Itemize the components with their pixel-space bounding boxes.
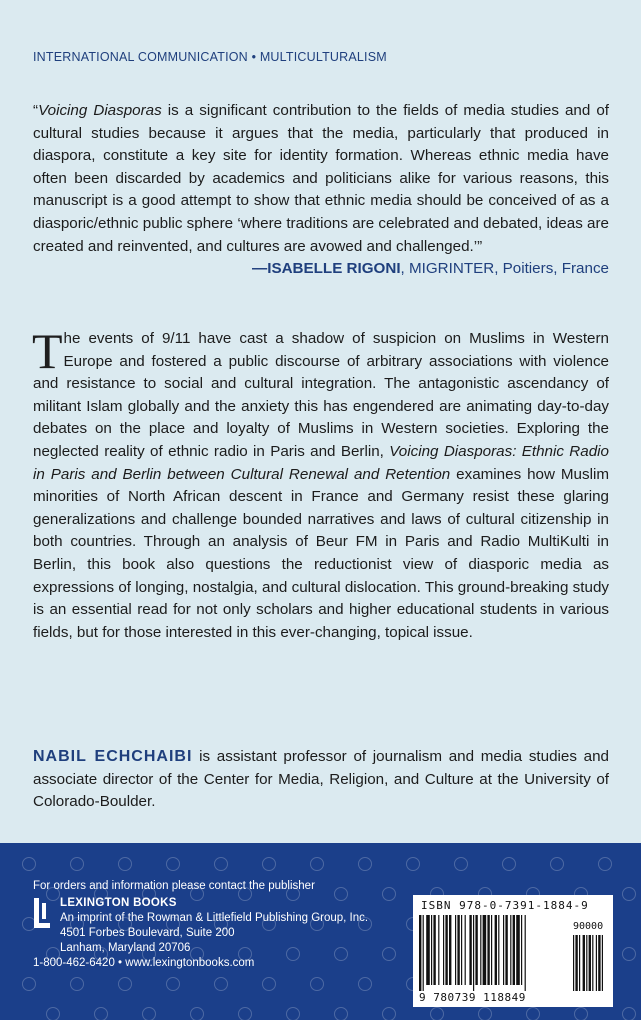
decorative-circle <box>382 887 396 901</box>
publisher-contact <box>33 879 368 971</box>
barcode-bar <box>423 915 424 991</box>
decorative-circle <box>214 977 228 991</box>
barcode-bar <box>469 915 471 985</box>
author-bio-text: is assistant professor of journalism and media studies and associate director of the Center for Media, Religion, and Culture at the University of Colorado-Boulder. <box>33 748 609 811</box>
quote-book-title: Voicing Diasporas <box>38 102 162 119</box>
barcode-bars <box>419 915 569 991</box>
barcode-bar <box>505 915 507 985</box>
decorative-circle <box>382 947 396 961</box>
decorative-circle <box>46 1007 60 1020</box>
lexington-logo-icon <box>33 897 51 931</box>
decorative-circle <box>286 1007 300 1020</box>
decorative-circle <box>622 1007 636 1020</box>
decorative-circle <box>214 857 228 871</box>
decorative-circle <box>526 1007 540 1020</box>
description-part2: examines how Muslim minorities of North African descent in France and Germany resist these glaring generalizations and challenge bounded narratives and laws of cultural citizenship in both countries. Through an analysis of Beur FM in Paris and Radio MultiKulti in Berlin, this book also questions the reductionist view of diasporic media as expressions of longing, nostalgia, and cultural dislocation. This ground-breaking study is an essential read for not only scholars and higher educational students in various fields, but for those interested in this ever-changing, topical issue. <box>33 465 609 641</box>
barcode-bar <box>521 915 522 985</box>
decorative-circle <box>598 857 612 871</box>
decorative-circle <box>430 1007 444 1020</box>
category-header: INTERNATIONAL COMMUNICATION • MULTICULTURALISM <box>33 50 387 64</box>
decorative-circle <box>358 857 372 871</box>
price-barcode-bar <box>602 935 603 991</box>
quote-attribution-affiliation: , MIGRINTER, Poitiers, France <box>400 260 609 278</box>
price-barcode-bar <box>573 935 574 991</box>
barcode-bar <box>525 915 526 991</box>
barcode-digits: 9 780739 118849 <box>419 991 526 1004</box>
decorative-circle <box>142 1007 156 1020</box>
barcode-bar <box>516 915 520 985</box>
barcode-bar <box>483 915 487 985</box>
price-barcode-bar <box>596 935 597 991</box>
decorative-circle <box>502 857 516 871</box>
decorative-circle <box>550 857 564 871</box>
barcode-bar <box>433 915 435 985</box>
author-bio <box>33 746 609 814</box>
decorative-circle <box>118 857 132 871</box>
decorative-circle <box>262 857 276 871</box>
decorative-circle <box>70 977 84 991</box>
price-barcode-bar <box>592 935 593 991</box>
decorative-circle <box>622 947 636 961</box>
description-part1: he events of 9/11 have cast a shadow of suspicion on Muslims in Western Europe and fostered a public discourse of arbitrary associations with violence and resistance to social and cultural integration. The antagonistic ascendancy of militant Islam globally and the anxiety this has engendered are animating day-to-day debates on the place and loyalty of Muslims in Western societies. Exploring the neglected reality of ethnic radio in Paris and Berlin, <box>33 330 609 460</box>
barcode-bar <box>438 915 439 985</box>
price-code: 90000 <box>573 921 604 932</box>
publisher-imprint: An imprint of the Rowman & Littlefield Publishing Group, Inc. <box>60 912 369 924</box>
price-barcode-bar <box>589 935 591 991</box>
barcode-bar <box>461 915 462 985</box>
price-barcode-bar <box>586 935 587 991</box>
author-name: NABIL ECHCHAIBI <box>33 748 193 765</box>
barcode-bar <box>475 915 477 985</box>
price-barcode-bar <box>598 935 600 991</box>
barcode-bar <box>426 915 430 985</box>
barcode-bar <box>445 915 447 985</box>
barcode-bar <box>473 915 474 991</box>
decorative-circle <box>22 857 36 871</box>
barcode-bar <box>443 915 444 985</box>
barcode-bar <box>455 915 456 985</box>
price-barcode-bars <box>573 935 607 991</box>
quote-attribution <box>252 258 609 281</box>
decorative-circle <box>622 887 636 901</box>
quote-body: is a significant contribution to the fields of media studies and of cultural studies because it argues that the media, particularly that produced in diaspora, constitute a key site for identity formation. Whereas ethnic media have often been discarded by academics and politicians alike for various reasons, this manuscript is a good attempt to show that ethnic media should be conceived of as a diasporic/ethnic public sphere ‘where traditions are celebrated and debated, ideas are created and reinvented, and cultures are avowed and challenged.’” <box>33 102 609 255</box>
barcode-bar <box>498 915 499 985</box>
decorative-circle <box>406 857 420 871</box>
price-barcode-bar <box>575 935 577 991</box>
decorative-circle <box>382 1007 396 1020</box>
publisher-name: LEXINGTON BOOKS <box>60 897 177 909</box>
price-barcode-bar <box>583 935 585 991</box>
price-barcode-bar <box>579 935 580 991</box>
description-book-title: Voicing Diasporas: Ethnic Radio in Paris and Berlin between Cultural Renewal and Retention <box>33 442 609 483</box>
decorative-circle <box>70 857 84 871</box>
publisher-address-line1: 4501 Forbes Boulevard, Suite 200 <box>60 927 235 939</box>
decorative-circle <box>190 1007 204 1020</box>
barcode-bar <box>419 915 421 991</box>
barcode-bar <box>503 915 504 985</box>
decorative-circle <box>238 1007 252 1020</box>
decorative-circle <box>166 977 180 991</box>
decorative-circle <box>358 977 372 991</box>
decorative-circle <box>262 977 276 991</box>
decorative-circle <box>94 1007 108 1020</box>
decorative-circle <box>478 1007 492 1020</box>
quote-attribution-name: —ISABELLE RIGONI <box>252 260 401 278</box>
barcode-bar <box>487 915 489 985</box>
decorative-circle <box>334 1007 348 1020</box>
decorative-circle <box>118 977 132 991</box>
publisher-address-line2: Lanham, Maryland 20706 <box>60 942 191 954</box>
decorative-circle <box>574 1007 588 1020</box>
isbn-barcode <box>413 895 613 1007</box>
barcode-bar <box>491 915 492 985</box>
barcode-bar <box>465 915 466 985</box>
endorsement-quote: “Voicing Diasporas is a significant contribution to the fields of media studies and of cultural studies because it argues that the media, particularly that produced in diaspora, constitute a key site for identity formation. Whereas ethnic media have often been discarded by academics and politicians alike for various reasons, this manuscript is a good attempt to show that ethnic media should be conceived of as a diasporic/ethnic public sphere ‘where traditions are celebrated and debated, ideas are created and reinvented, and cultures are avowed and challenged.’” —ISABELLE RIGONI, MIGRINTER, Poitiers, France <box>33 100 609 281</box>
barcode-bar <box>449 915 451 985</box>
publisher-footer <box>0 843 641 1020</box>
barcode-bar <box>495 915 497 985</box>
barcode-bar <box>510 915 511 985</box>
decorative-circle <box>310 977 324 991</box>
barcode-bar <box>513 915 515 985</box>
decorative-circle <box>166 857 180 871</box>
book-description <box>32 323 609 644</box>
decorative-circle <box>454 857 468 871</box>
isbn-number: ISBN 978-0-7391-1884-9 <box>421 899 589 912</box>
barcode-bar <box>480 915 481 985</box>
barcode-bar <box>457 915 459 985</box>
decorative-circle <box>310 857 324 871</box>
contact-line: For orders and information please contact the publisher <box>33 880 315 892</box>
decorative-circle <box>22 977 36 991</box>
drop-cap: T <box>32 323 63 379</box>
barcode-bar <box>431 915 432 985</box>
publisher-phone-web: 1-800-462-6420 • www.lexingtonbooks.com <box>33 957 255 969</box>
